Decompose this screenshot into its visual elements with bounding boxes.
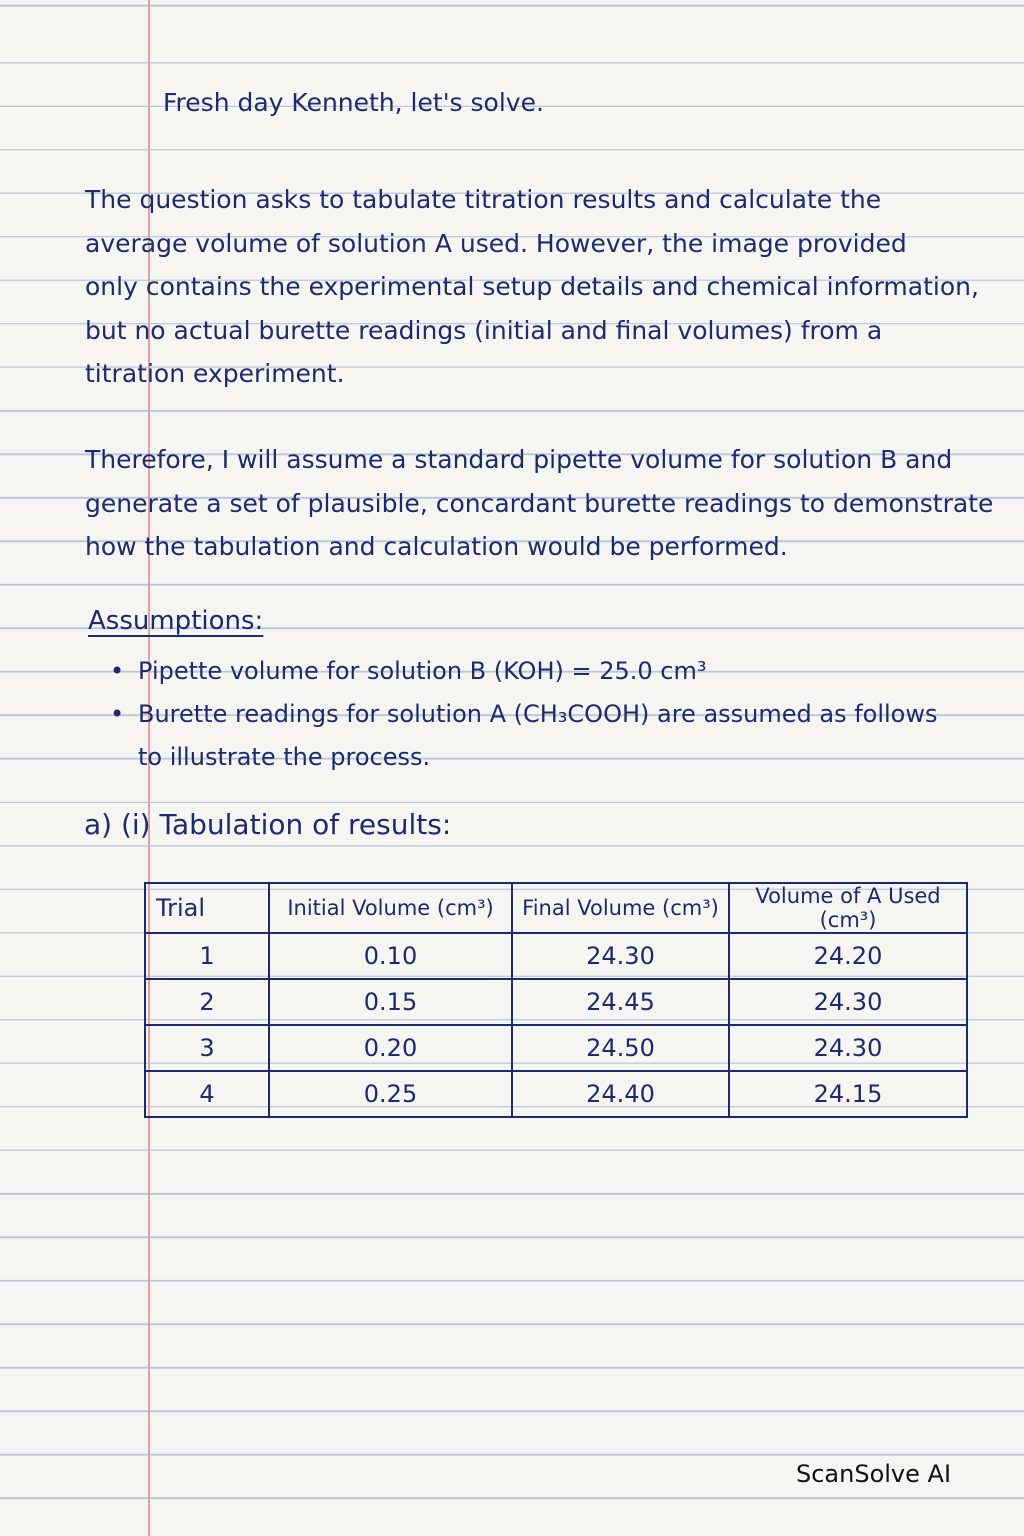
- table-row: [145, 1025, 967, 1071]
- initial-volume-cell: 0.10: [269, 933, 512, 979]
- paragraph-line: Therefore, I will assume a standard pipette volume for solution B and: [85, 445, 953, 474]
- header-initial-volume: Initial Volume (cm³): [269, 883, 512, 933]
- trial-cell: 3: [145, 1025, 269, 1071]
- brand-watermark: ScanSolve AI: [796, 1460, 952, 1488]
- assumptions-list: [110, 650, 938, 779]
- table-row: [145, 1071, 967, 1117]
- list-item: [110, 693, 938, 779]
- paragraph-line: but no actual burette readings (initial and final volumes) from a: [85, 315, 883, 345]
- header-volume-used: Volume of A Used (cm³): [729, 883, 967, 933]
- paragraph-line: generate a set of plausible, concardant burette readings to demonstrate: [85, 488, 994, 518]
- assumptions-heading: Assumptions:: [88, 606, 264, 636]
- paragraph-line: only contains the experimental setup details and chemical information,: [85, 272, 979, 301]
- paragraph-line: titration experiment.: [85, 359, 345, 388]
- intro-paragraph: [85, 178, 979, 396]
- initial-volume-cell: 0.15: [269, 979, 512, 1025]
- trial-cell: 1: [145, 933, 269, 979]
- paragraph-line: average volume of solution A used. However, the image provided: [85, 228, 907, 258]
- approach-paragraph: [85, 438, 993, 569]
- trial-cell: 2: [145, 979, 269, 1025]
- bullet-text: to illustrate the process.: [138, 743, 431, 771]
- initial-volume-cell: 0.25: [269, 1071, 512, 1117]
- initial-volume-cell: 0.20: [269, 1025, 512, 1071]
- volume-used-cell: 24.30: [729, 979, 967, 1025]
- bullet-icon: •: [110, 700, 125, 728]
- paragraph-line: The question asks to tabulate titration results and calculate the: [85, 185, 882, 214]
- paragraph-line: how the tabulation and calculation would be performed.: [85, 532, 788, 561]
- final-volume-cell: 24.30: [512, 933, 729, 979]
- table-header-row: [145, 883, 967, 933]
- bullet-text: Burette readings for solution A (CH₃COOH) are assumed as follows: [138, 700, 938, 728]
- bullet-icon: •: [110, 657, 125, 685]
- final-volume-cell: 24.50: [512, 1025, 729, 1071]
- volume-used-cell: 24.20: [729, 933, 967, 979]
- table-row: [145, 933, 967, 979]
- greeting: Fresh day Kenneth, let's solve.: [163, 88, 544, 117]
- trial-cell: 4: [145, 1071, 269, 1117]
- volume-used-cell: 24.15: [729, 1071, 967, 1117]
- volume-used-cell: 24.30: [729, 1025, 967, 1071]
- list-item: [110, 650, 938, 693]
- results-table: [144, 882, 968, 1118]
- bullet-text: Pipette volume for solution B (KOH) = 25.0 cm³: [138, 657, 707, 685]
- section-title: a) (i) Tabulation of results:: [84, 808, 452, 841]
- header-final-volume: Final Volume (cm³): [512, 883, 729, 933]
- final-volume-cell: 24.40: [512, 1071, 729, 1117]
- header-trial: Trial: [145, 883, 269, 933]
- table-row: [145, 979, 967, 1025]
- final-volume-cell: 24.45: [512, 979, 729, 1025]
